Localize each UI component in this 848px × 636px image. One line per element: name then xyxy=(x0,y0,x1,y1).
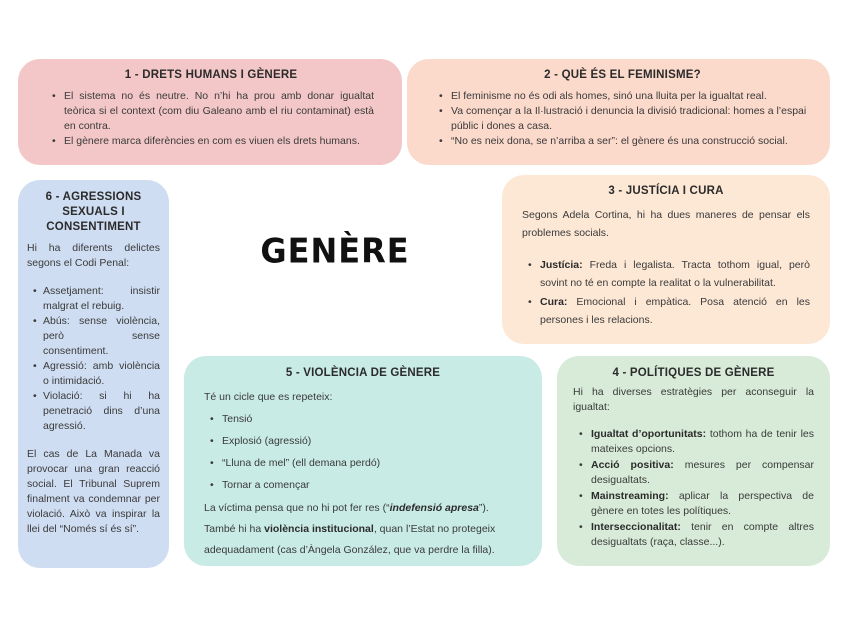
list-item: • Tornar a començar xyxy=(208,474,522,496)
list-item: • “No es neix dona, se n’arriba a ser”: el gènere és una construcció social. xyxy=(437,134,810,149)
card-intro: Hi ha diverses estratègies per aconseguir la igualtat: xyxy=(573,386,814,413)
emphasis: violència institucional xyxy=(264,523,374,535)
card-feminism xyxy=(407,59,830,165)
page-title: GENÈRE xyxy=(260,231,410,271)
card-heading: 3 - JUSTÍCIA I CURA xyxy=(608,185,724,197)
card-heading: 2 - QUÈ ÉS EL FEMINISME? xyxy=(544,69,701,81)
list-item: • El gènere marca diferències en com es viuen els drets humans. xyxy=(50,134,374,149)
list-item: • El feminisme no és odi als homes, sinó una lluita per la igualtat real. xyxy=(437,89,810,104)
term: Cura: xyxy=(540,296,568,308)
term: Justícia: xyxy=(540,259,583,271)
list-item: • Violació: si hi ha penetració dins d’una agressió. xyxy=(31,389,160,434)
emphasis: indefensió apresa xyxy=(389,502,479,514)
list-item: • “Lluna de mel” (ell demana perdó) xyxy=(208,452,522,474)
list-item: • Explosió (agressió) xyxy=(208,430,522,452)
term: Mainstreaming: xyxy=(591,490,669,502)
list-item xyxy=(577,489,814,519)
list-item: • El sistema no és neutre. No n’hi ha prou amb donar igualtat teòrica si el context (com diu Galeano amb el riu contaminat) està en contra. xyxy=(50,89,374,134)
term-text: Freda i legalista. Tracta tothom igual, però sovint no té en compte la realitat o la vulnerabilitat. xyxy=(540,259,810,289)
card-intro: Hi ha diferents delictes segons el Codi Penal: xyxy=(27,242,160,269)
term: Acció positiva: xyxy=(591,459,674,471)
bullet-list xyxy=(31,284,160,434)
list-item xyxy=(526,256,810,292)
list-item xyxy=(577,520,814,550)
term-text: Emocional i empàtica. Posa atenció en les persones i les relacions. xyxy=(540,296,810,326)
list-item: • Assetjament: insistir malgrat el rebuig. xyxy=(31,284,160,314)
term: Interseccionalitat: xyxy=(591,521,681,533)
list-item: • Agressió: amb violència o intimidació. xyxy=(31,359,160,389)
card-justice-care xyxy=(502,175,830,344)
paragraph-institutional-violence xyxy=(204,519,522,561)
list-item: • Va començar a la Il·lustració i denuncia la divisió tradicional: homes a l’espai públic i dones a casa. xyxy=(437,104,810,134)
paragraph-learned-helplessness xyxy=(204,498,522,519)
bullet-list xyxy=(437,89,810,149)
term-text: tothom ha de tenir les mateixes opcions. xyxy=(591,428,814,455)
text-span: , quan l’Estat no protegeix adequadament (cas d’Àngela González, que va perdre la filla). xyxy=(204,523,496,556)
text-span: ”). xyxy=(478,502,489,514)
card-heading: 5 - VIOLÈNCIA DE GÈNERE xyxy=(285,367,441,379)
card-intro: Segons Adela Cortina, hi ha dues maneres de pensar els problemes socials. xyxy=(522,209,810,239)
list-item: • Tensió xyxy=(208,408,522,430)
card-human-rights xyxy=(18,59,402,165)
bullet-list xyxy=(526,256,810,329)
cycle-list xyxy=(208,408,522,496)
card-outro: El cas de La Manada va provocar una gran reacció social. El Tribunal Suprem finalment va condemnar per violació. Això va inspirar la llei del “Només sí és sí”. xyxy=(27,448,160,535)
card-heading: 4 - POLÍTIQUES DE GÈNERE xyxy=(612,367,775,379)
card-intro: Té un cicle que es repeteix: xyxy=(204,391,333,403)
card-sexual-aggressions xyxy=(18,180,169,568)
card-gender-policies xyxy=(557,356,830,566)
bullet-list xyxy=(50,89,374,149)
text-span: També hi ha xyxy=(204,523,265,535)
bullet-list xyxy=(577,427,814,550)
card-heading: 1 - DRETS HUMANS I GÈNERE xyxy=(124,69,298,81)
list-item xyxy=(577,458,814,488)
card-gender-violence xyxy=(184,356,542,566)
term-text: mesures per compensar desigualtats. xyxy=(591,459,814,486)
list-item: • Abús: sense violència, però sense consentiment. xyxy=(31,314,160,359)
term: Igualtat d’oportunitats: xyxy=(591,428,707,440)
term-text: aplicar la perspectiva de gènere en totes les polítiques. xyxy=(591,490,814,517)
text-span: La víctima pensa que no hi pot fer res (“ xyxy=(204,502,390,514)
card-heading: 6 - AGRESSIONS SEXUALS I CONSENTIMENT xyxy=(45,191,142,233)
list-item xyxy=(577,427,814,457)
list-item xyxy=(526,293,810,329)
term-text: tenir en compte altres desigualtats (raça, classe...). xyxy=(591,521,814,548)
